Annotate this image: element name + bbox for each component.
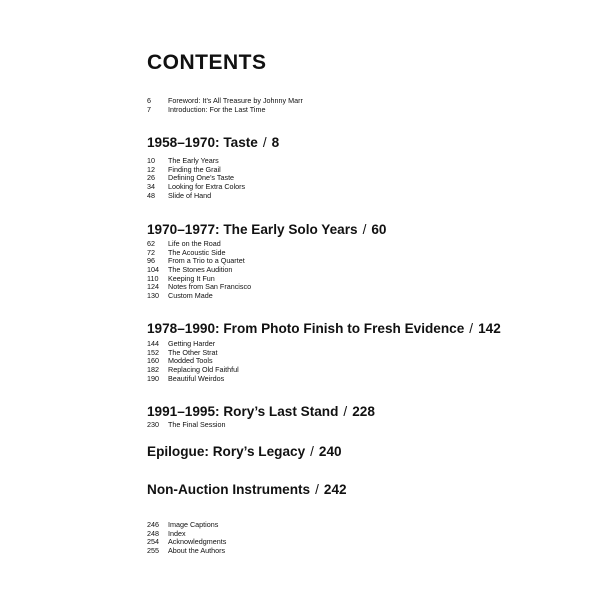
entry-title: Introduction: For the Last Time [168,104,266,114]
section-heading [147,134,279,151]
entry-page-number: 6 [147,96,151,105]
list-item [147,375,239,384]
entry-page-number: 130 [147,291,159,301]
section-page-number: 142 [478,321,501,336]
entry-page-number: 255 [147,546,159,556]
back-matter-list [147,521,226,556]
separator: / [469,321,474,336]
entry-page-number: 246 [147,520,159,529]
entry-title: Image Captions [168,520,219,529]
entry-title: Looking for Extra Colors [168,182,246,192]
entry-title: Keeping It Fun [168,273,215,283]
entry-page-number: 230 [147,420,159,429]
section-title: Non-Auction Instruments [147,482,311,497]
section-heading [147,443,342,460]
entry-page-number: 7 [147,104,151,114]
entry-title: Acknowledgments [168,537,227,547]
list-item [147,192,245,201]
entry-page-number: 248 [147,528,159,538]
entry-page-number: 110 [147,273,159,283]
entry-page-number: 254 [147,537,159,547]
entry-title: The Acoustic Side [168,247,226,257]
section-entry-list [147,340,239,383]
entry-title: Getting Harder [168,339,216,348]
entry-title: Modded Tools [168,356,213,366]
entry-page-number: 124 [147,282,159,292]
section-title: 1991–1995: Rory’s Last Stand [147,404,339,419]
separator: / [362,222,367,237]
list-item [147,292,251,301]
list-item [147,106,303,115]
section-page-number: 240 [318,444,342,459]
section-entry-list [147,157,245,200]
entry-page-number: 10 [147,156,155,165]
section-title: 1970–1977: The Early Solo Years [147,222,358,237]
page-title: CONTENTS [147,51,267,74]
entry-title: The Stones Audition [168,265,233,275]
entry-title: The Other Strat [168,347,218,357]
entry-title: Finding the Grail [168,164,221,174]
entry-page-number: 48 [147,190,155,200]
list-item [147,421,226,430]
entry-page-number: 190 [147,373,159,383]
section-heading [147,221,387,238]
entry-title: Slide of Hand [168,190,212,200]
entry-page-number: 62 [147,239,155,248]
entry-title: Index [168,528,186,538]
entry-page-number: 96 [147,256,155,266]
entry-title: Custom Made [168,291,213,301]
list-item [147,547,226,556]
entry-title: Foreword: It’s All Treasure by Johnny Marr [168,96,303,105]
section-entry-list [147,421,226,430]
entry-title: Defining One’s Taste [168,173,235,183]
entry-title: Beautiful Weirdos [168,373,225,383]
entry-page-number: 12 [147,164,155,174]
entry-page-number: 34 [147,182,155,192]
entry-title: The Final Session [168,420,226,429]
entry-title: Notes from San Francisco [168,282,252,292]
entry-page-number: 144 [147,339,159,348]
entry-page-number: 160 [147,356,159,366]
section-page-number: 60 [371,222,387,237]
entry-page-number: 152 [147,347,159,357]
section-title: Epilogue: Rory’s Legacy [147,444,306,459]
entry-title: The Early Years [168,156,219,165]
section-entry-list [147,240,251,301]
section-page-number: 8 [271,135,280,150]
entry-title: About the Authors [168,546,226,556]
separator: / [310,444,314,459]
entry-title: From a Trio to a Quartet [168,256,245,266]
separator: / [315,482,319,497]
section-page-number: 228 [352,404,375,419]
section-heading [147,403,375,420]
front-matter-list [147,97,303,114]
entry-title: Replacing Old Faithful [168,365,239,375]
entry-page-number: 26 [147,173,155,183]
entry-page-number: 72 [147,247,155,257]
entry-page-number: 104 [147,265,159,275]
entry-title: Life on the Road [168,239,221,248]
separator: / [343,404,348,419]
section-title: 1958–1970: Taste [147,135,258,150]
section-page-number: 242 [323,482,347,497]
section-heading [147,481,347,498]
entry-page-number: 182 [147,365,159,375]
section-heading [147,320,501,337]
section-title: 1978–1990: From Photo Finish to Fresh Evidence [147,321,465,336]
separator: / [262,135,267,150]
